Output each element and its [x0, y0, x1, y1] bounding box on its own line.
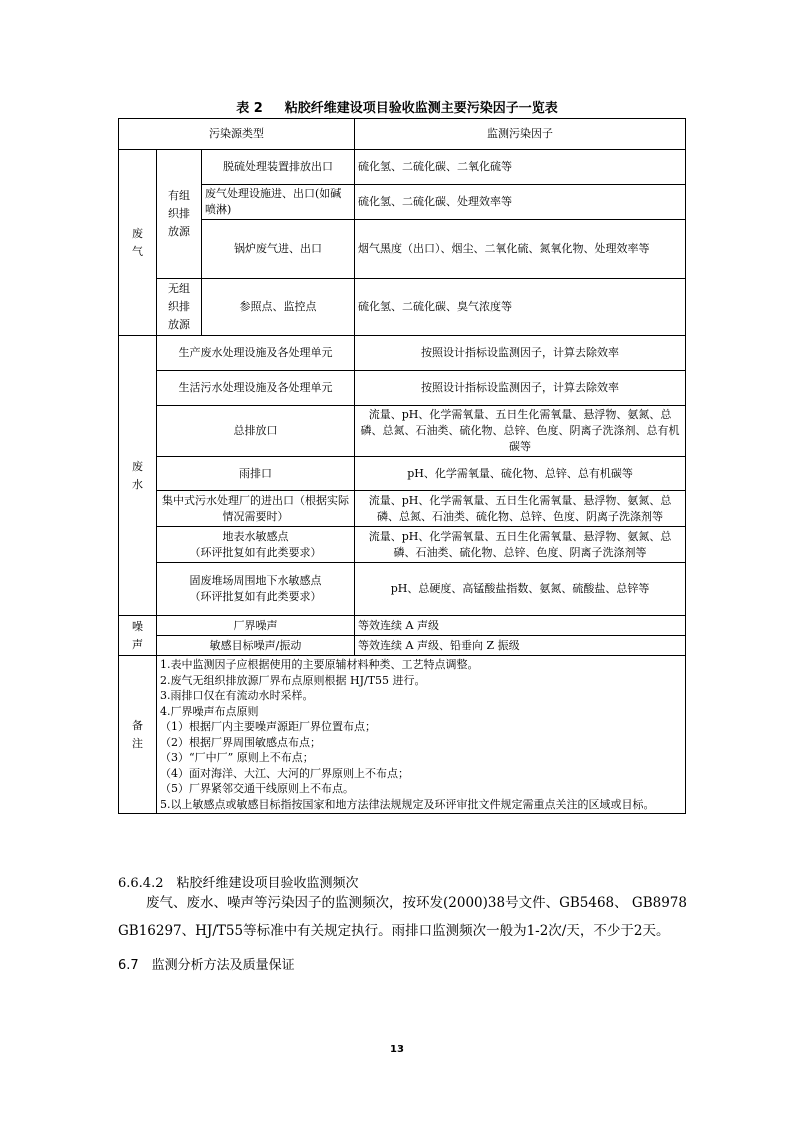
factor-cell: pH、化学需氧量、硫化物、总锌、总有机碳等: [355, 457, 686, 491]
note-line: 1.表中监测因子应根据使用的主要原辅材料种类、工艺特点调整。: [160, 658, 479, 671]
section-heading-6642: 6.6.4.2 粘胶纤维建设项目验收监测频次: [118, 876, 359, 891]
note-line: （4）面对海洋、大江、大河的厂界原则上不布点；: [160, 766, 409, 780]
source-cell: 总排放口: [157, 406, 355, 457]
table-row: [119, 220, 686, 279]
factor-cell: 等效连续 A 声级: [355, 616, 686, 636]
source-cell: 生产废水处理设施及各处理单元: [157, 336, 355, 371]
unorganized-emission-label: 无组 织排 放源: [157, 279, 202, 336]
note-line: （1）根据厂内主要噪声源距厂界位置布点；: [160, 720, 376, 733]
source-cell: 废气处理设施进、出口(如碱喷淋): [202, 185, 355, 220]
section-heading-67: 6.7 监测分析方法及质量保证: [118, 958, 295, 973]
table-row: [119, 185, 686, 220]
table-row: [119, 457, 686, 491]
source-cell: 锅炉废气进、出口: [202, 220, 355, 279]
table-row: [119, 527, 686, 563]
section-paragraph-6642: 废气、废水、噪声等污染因子的监测频次，按环发(2000)38号文件、GB5468、 GB8978 GB16297、HJ/T55等标准中有关规定执行。雨排口监测频次一般为1-2次/天，不少于2天。: [118, 895, 687, 939]
note-line: （3）“厂中厂” 原则上不布点；: [160, 751, 314, 764]
note-line: 5.以上敏感点或敏感目标指按国家和地方法律法规规定及环评审批文件规定需重点关注的区域或目标。: [160, 797, 655, 811]
table-row: [119, 279, 686, 336]
source-cell: 生活污水处理设施及各处理单元: [157, 371, 355, 406]
category-water: 废 水: [119, 336, 157, 616]
table-row: [119, 636, 686, 656]
factor-cell: 按照设计指标设监测因子，计算去除效率: [355, 371, 686, 406]
table-row: [119, 406, 686, 457]
pollutant-table: [118, 118, 686, 814]
table-row: [119, 616, 686, 636]
source-cell: 雨排口: [157, 457, 355, 491]
category-gas: 废 气: [119, 150, 157, 336]
header-source-type: 污染源类型: [119, 119, 355, 150]
source-cell: 敏感目标噪声/振动: [157, 636, 355, 656]
factor-cell: 烟气黑度（出口）、烟尘、二氧化硫、氮氧化物、处理效率等: [355, 220, 686, 279]
category-noise: 噪 声: [119, 616, 157, 656]
organized-emission-label: 有组 织排 放源: [157, 150, 202, 279]
factor-cell: pH、总硬度、高锰酸盐指数、氨氮、硫酸盐、总锌等: [355, 563, 686, 616]
table-row: [119, 563, 686, 616]
note-line: （5）厂界紧邻交通干线原则上不布点。: [160, 782, 354, 795]
table-row: [119, 150, 686, 185]
factor-cell: 硫化氢、二硫化碳、处理效率等: [355, 185, 686, 220]
source-cell: 固废堆场周围地下水敏感点 （环评批复如有此类要求）: [157, 563, 355, 616]
source-cell: 脱硫处理装置排放出口: [202, 150, 355, 185]
note-line: 2.废气无组织排放源厂界布点原则根据 HJ/T55 进行。: [160, 673, 426, 687]
factor-cell: 硫化氢、二硫化碳、臭气浓度等: [355, 279, 686, 336]
source-cell: 集中式污水处理厂的进出口（根据实际情况需要时）: [157, 491, 355, 527]
table-row: [119, 371, 686, 406]
factor-cell: 流量、pH、化学需氧量、五日生化需氧量、悬浮物、氨氮、总磷、总氮、石油类、硫化物、总锌、色度、阴离子洗涤剂、总有机碳等: [355, 406, 686, 457]
table-row: [119, 491, 686, 527]
page-number: 13: [390, 1044, 404, 1055]
table-title: 粘胶纤维建设项目验收监测主要污染因子一览表: [284, 101, 558, 116]
header-factors: 监测污染因子: [355, 119, 686, 150]
source-cell: 厂界噪声: [157, 616, 355, 636]
note-line: （2）根据厂界周围敏感点布点；: [160, 735, 321, 749]
category-notes: 备 注: [119, 656, 157, 814]
table-number: 表 2: [236, 101, 263, 116]
factor-cell: 硫化氢、二硫化碳、二氧化硫等: [355, 150, 686, 185]
factor-cell: 流量、pH、化学需氧量、五日生化需氧量、悬浮物、氨氮、总磷、石油类、硫化物、总锌、色度、阴离子洗涤剂等: [355, 527, 686, 563]
source-cell: 参照点、监控点: [202, 279, 355, 336]
table-row: [119, 336, 686, 371]
factor-cell: 流量、pH、化学需氧量、五日生化需氧量、悬浮物、氨氮、总磷、总氮、石油类、硫化物、总锌、色度、阴离子洗涤剂等: [355, 491, 686, 527]
note-line: 4.厂界噪声布点原则: [160, 704, 259, 718]
notes-cell: [157, 656, 686, 814]
notes-row: [119, 656, 686, 814]
factor-cell: 等效连续 A 声级、铅垂向 Z 振级: [355, 636, 686, 656]
note-line: 3.雨排口仅在有流动水时采样。: [160, 689, 314, 702]
table-caption: [0, 97, 794, 116]
source-cell: 地表水敏感点 （环评批复如有此类要求）: [157, 527, 355, 563]
factor-cell: 按照设计指标设监测因子，计算去除效率: [355, 336, 686, 371]
table-header-row: [119, 119, 686, 150]
